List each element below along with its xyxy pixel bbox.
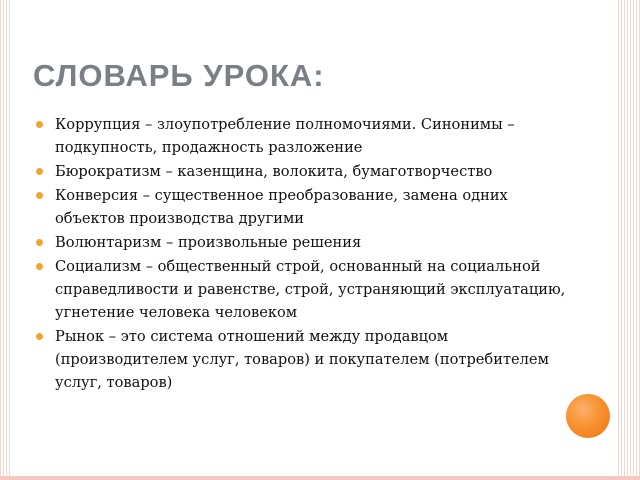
bullet-icon	[36, 333, 43, 340]
left-frame-stripes	[0, 0, 11, 480]
list-item	[36, 325, 576, 394]
list-item	[36, 231, 576, 254]
list-item	[36, 160, 576, 183]
list-item-text: Рынок – это система отношений между продавцом (производителем услуг, товаров) и покупателем (потребителем услуг, товаров)	[55, 328, 549, 391]
list-item-text: Бюрократизм – казенщина, волокита, бумаготворчество	[55, 163, 493, 180]
bullet-icon	[36, 239, 43, 246]
bullet-icon	[36, 263, 43, 270]
list-item	[36, 184, 576, 230]
right-frame-stripes	[618, 0, 640, 480]
list-item-text: Коррупция – злоупотребление полномочиями. Синонимы – подкупность, продажность разложение	[55, 116, 515, 156]
bullet-icon	[36, 168, 43, 175]
list-item-text: Волюнтаризм – произвольные решения	[55, 234, 362, 251]
list-item	[36, 113, 576, 159]
bullet-icon	[36, 192, 43, 199]
list-item-text: Конверсия – существенное преобразование, замена одних объектов производства другими	[55, 187, 508, 227]
vocabulary-list	[36, 113, 576, 395]
bottom-frame-bar	[0, 476, 640, 480]
slide-title: СЛОВАРЬ УРОКА:	[33, 58, 325, 93]
orange-circle-decoration	[566, 394, 610, 438]
list-item	[36, 255, 576, 324]
bullet-icon	[36, 121, 43, 128]
list-item-text: Социализм – общественный строй, основанный на социальной справедливости и равенстве, строй, устраняющий эксплуатацию, угнетение человека человеком	[55, 258, 566, 321]
